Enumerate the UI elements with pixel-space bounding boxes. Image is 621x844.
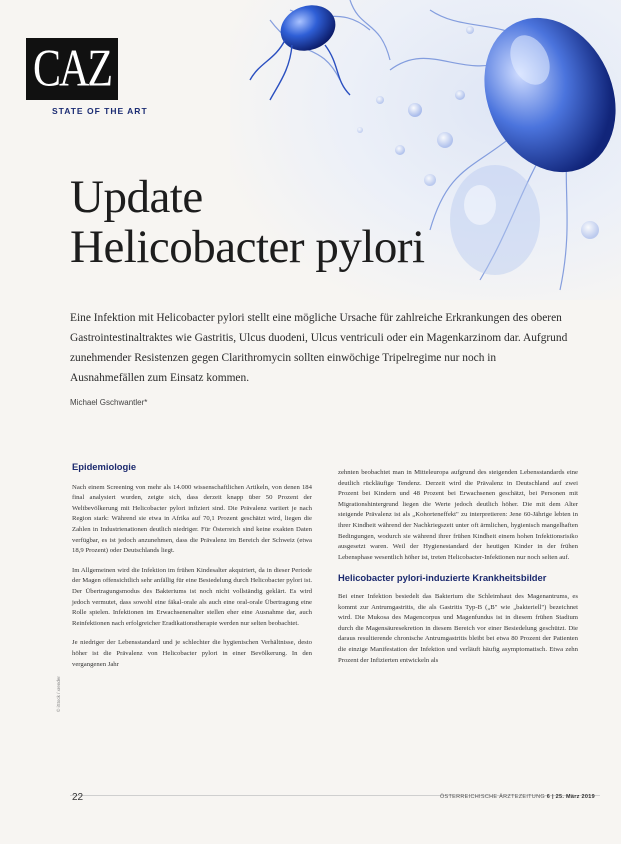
article-author: Michael Gschwantler* (70, 398, 148, 407)
page-number: 22 (72, 792, 84, 803)
title-line-1: Update (70, 171, 203, 223)
heading-epidemiologie: Epidemiologie (72, 461, 137, 472)
right-column (338, 468, 578, 675)
section-tagline: STATE OF THE ART (52, 106, 148, 116)
article-title (70, 172, 425, 272)
journal-name: ÖSTERREICHISCHE ÄRZTEZEITUNG (439, 794, 547, 800)
paragraph: Bei einer Infektion besiedelt das Bakterium die Schleimhaut des Magenantrums, es kommt zur Antrumgastritis, die als Gastritis Typ-B („B" wie „bakteriell") bezeichnet wird. Die Mukosa des Magencorpus und Magenfundus ist in diesem frühen Stadium durch die Magensäuresekretion in diesem Bereich vor einer Besiedelung geschützt. Die daraus resultierende chronische Antrumgastritis bleibt bei etwa 80 Prozent der Patienten die einzige Manifestation der Infektion und verläuft häufig asymptomatisch. Etwa zehn Prozent der Infizierten entwickeln als (338, 592, 578, 664)
paragraph: Im Allgemeinen wird die Infektion im frühen Kindesalter akquiriert, da in dieser Periode der Magen offensichtlich sehr anfällig für eine Besiedelung durch Helicobacter pylori ist. Der Übertragungsmodus des Bakteriums ist noch nicht vollständig geklärt. Es wird jedoch vermutet, dass sowohl eine fäkal-orale als auch eine oral-orale Übertragung eine Rolle spielen. Infektionen im Erwachsenenalter stellen eher eine Ausnahme dar, auch Reinfektionen nach erfolgreicher Eradikationstherapie werden nur selten beobachtet. (72, 566, 312, 627)
article-lead: Eine Infektion mit Helicobacter pylori stellt eine mögliche Ursache für zahlreiche Erkrankungen des oberen Gastrointestinaltraktes wie Gastritis, Ulcus duodeni, Ulcus ventriculi oder ein Magenkarzinom dar. Aufgrund zunehmender Resistenzen gegen Clarithromycin sollten einwöchige Tripelregime nur noch in Ausnahmefällen zum Einsatz kommen. (70, 312, 568, 384)
title-line-2: Helicobacter pylori (70, 221, 425, 273)
paragraph: Nach einem Screening von mehr als 14.000 wissenschaftlichen Artikeln, von denen 184 final analysiert wurden, zeigte sich, dass derzeit knapp über 50 Prozent der Weltbevölkerung mit Helicobacter pylori infiziert sind. Die Prävalenz variiert je nach Region stark: Während sie etwa in Afrika auf 70,1 Prozent geschätzt wird, liegen die Zahlen in Industrienationen deutlich niedriger. Für Österreich sind keine exakten Daten verfügbar, es ist jedoch anzunehmen, dass die Prävalenz im Bereich der Schweiz (etwa 18,9 Prozent) oder Deutschlands liegt. (72, 483, 312, 555)
journal-footer (440, 794, 595, 800)
magazine-logo (26, 38, 118, 100)
left-column (72, 462, 312, 679)
logo-text: CAZ (33, 40, 111, 98)
image-credit: © iStock / xrender (56, 676, 61, 712)
paragraph: Je niedriger der Lebensstandard und je schlechter die hygienischen Verhältnisse, desto höher ist die Prävalenz von Helicobacter pylori in einer Bevölkerung. In den vergangenen Jahr (72, 639, 312, 668)
heading-krankheitsbilder: Helicobacter pylori-induzierte Krankheitsbilder (338, 572, 547, 584)
journal-issue: 6 | 25. März 2019 (546, 794, 595, 800)
paragraph: zehnten beobachtet man in Mitteleuropa aufgrund des steigenden Lebensstandards eine deutlich rückläufige Tendenz. Derzeit wird die Prävalenz in Deutschland auf zwei Prozent bei Kindern und 48 Prozent bei Erwachsenen geschätzt, bei Personen mit Migrationshintergrund liegen die Werte jedoch deutlich höher. Die mit dem Alter steigende Prävalenz ist als „Kohorteneffekt" zu interpretieren: Jene 60-Jährige lebten in ihrer Kindheit während der Nachkriegszeit unter oft ärmlichen, hygienisch mangelhaften Bedingungen, wodurch sie während ihrer frühen Kindheit einem hohen Infektionsrisiko ausgesetzt waren. Weil der Hygienestandard der heutigen Kinder in der frühen Lebensphase wesentlich höher ist, treten Helicobacter-Infektionen nur noch selten auf. (338, 469, 578, 561)
